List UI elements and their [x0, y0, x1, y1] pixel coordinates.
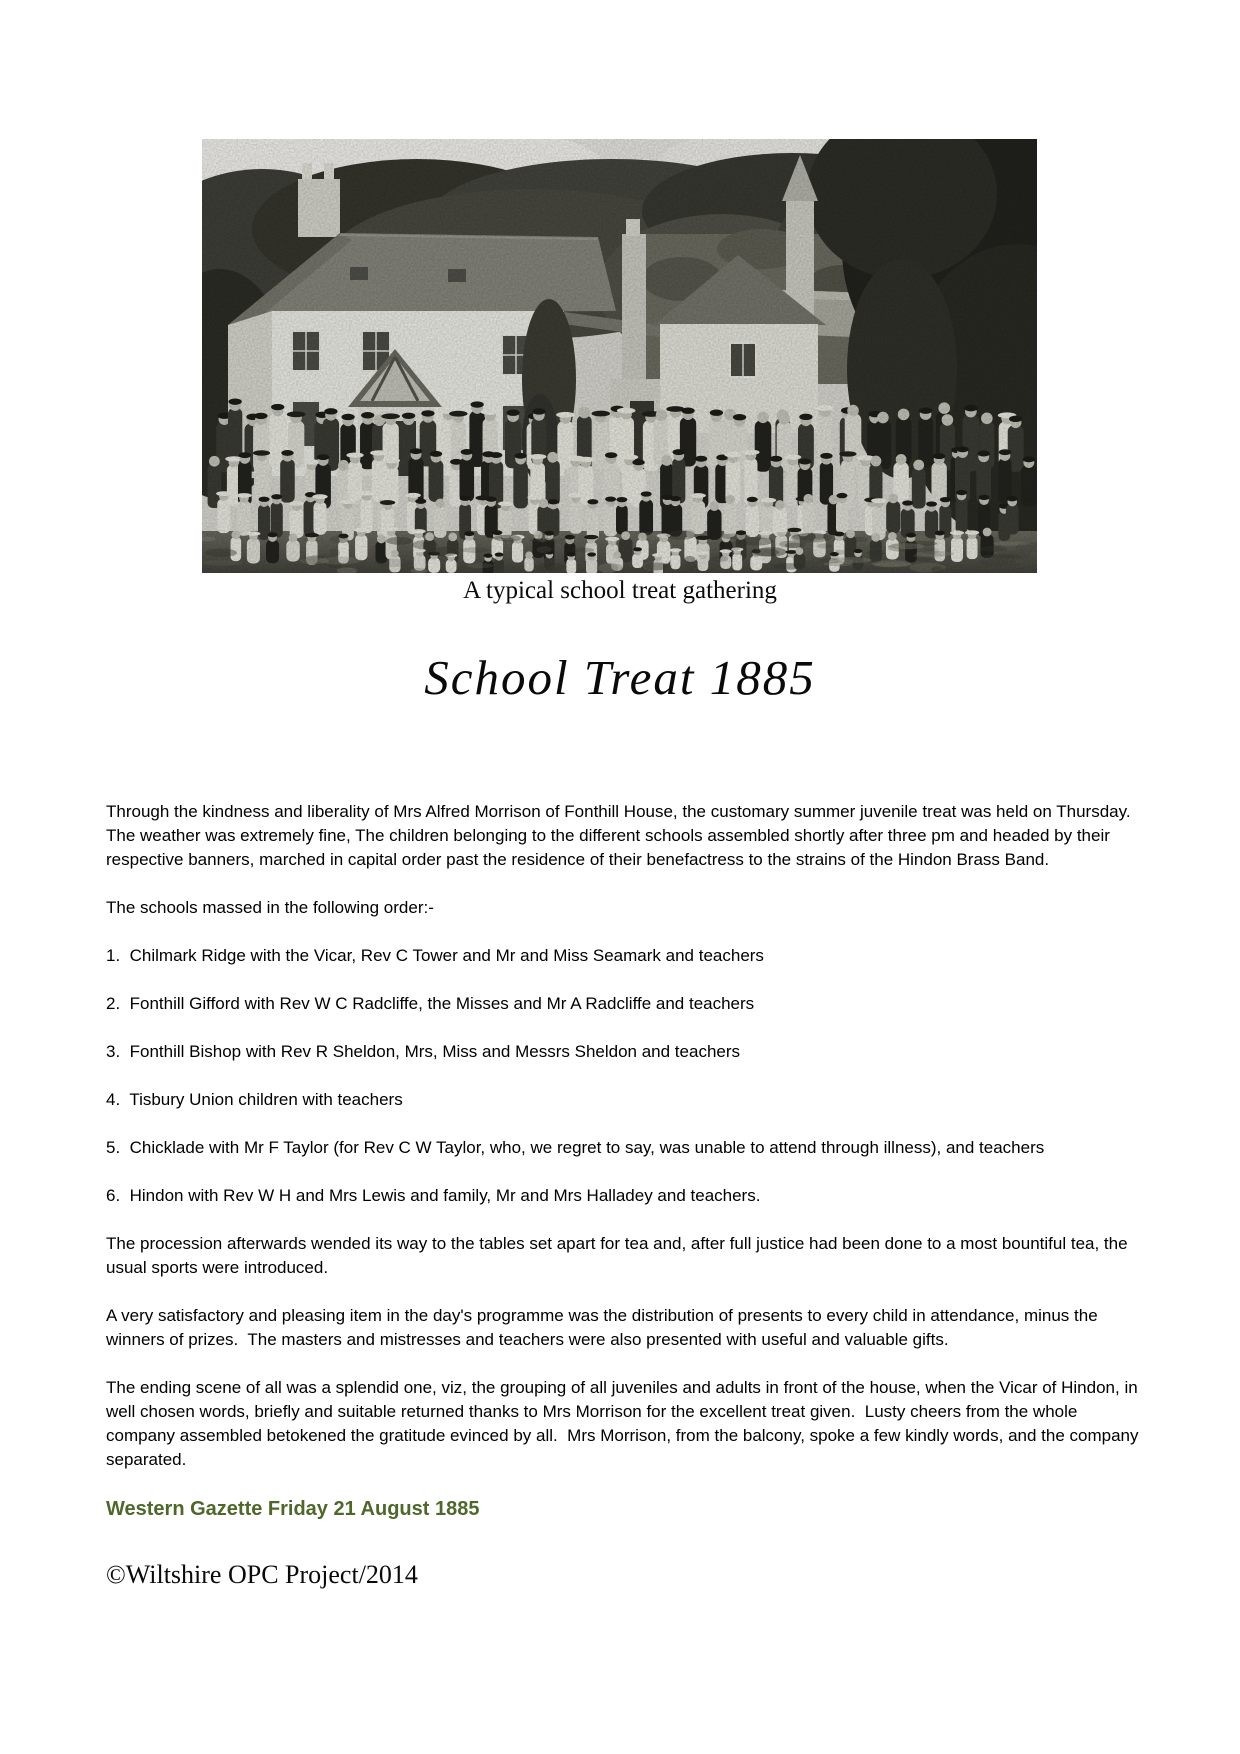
page-title: School Treat 1885 — [424, 650, 816, 705]
paragraph-ending: The ending scene of all was a splendid one, viz, the grouping of all juveniles and adults in front of the house, when the Vicar of Hindon, in well chosen words, briefly and suitable returned thanks to Mrs Morrison for the excellent treat given. Lusty cheers from the whole company assembled betokened the gratitude evinced by all. Mrs Morrison, from the balcony, spoke a few kindly words, and the company separated. — [106, 1378, 1144, 1469]
list-item-4: 4. Tisbury Union children with teachers — [106, 1090, 403, 1109]
paragraph-order-intro: The schools massed in the following order:- — [106, 898, 434, 917]
photo-illustration — [202, 139, 1037, 573]
list-item-1: 1. Chilmark Ridge with the Vicar, Rev C Tower and Mr and Miss Seamark and teachers — [106, 946, 764, 965]
copyright-line: ©Wiltshire OPC Project/2014 — [106, 1560, 418, 1589]
list-item-3: 3. Fonthill Bishop with Rev R Sheldon, Mrs, Miss and Messrs Sheldon and teachers — [106, 1042, 741, 1061]
paragraph-presents: A very satisfactory and pleasing item in the day's programme was the distribution of presents to every child in attendance, minus the winners of prizes. The masters and mistresses and teachers were also presented with useful and valuable gifts. — [106, 1306, 1103, 1349]
list-item-5: 5. Chicklade with Mr F Taylor (for Rev C W Taylor, who, we regret to say, was unable to attend through illness), and teachers — [106, 1138, 1045, 1157]
source-line: Western Gazette Friday 21 August 1885 — [106, 1498, 480, 1520]
paragraph-intro: Through the kindness and liberality of Mrs Alfred Morrison of Fonthill House, the customary summer juvenile treat was held on Thursday. The weather was extremely fine, The children belonging to the different schools assembled shortly after three pm and headed by their respective banners, marched in capital order past the residence of their benefactress to the strains of the Hindon Brass Band. — [106, 802, 1140, 869]
list-item-2: 2. Fonthill Gifford with Rev W C Radcliffe, the Misses and Mr A Radcliffe and teachers — [106, 994, 755, 1013]
school-treat-photograph — [202, 139, 1037, 573]
list-item-6: 6. Hindon with Rev W H and Mrs Lewis and family, Mr and Mrs Halladey and teachers. — [106, 1186, 761, 1205]
article-body — [106, 800, 1144, 1614]
paragraph-procession: The procession afterwards wended its way to the tables set apart for tea and, after full justice had been done to a most bountiful tea, the usual sports were introduced. — [106, 1234, 1133, 1277]
photo-caption: A typical school treat gathering — [463, 577, 777, 604]
